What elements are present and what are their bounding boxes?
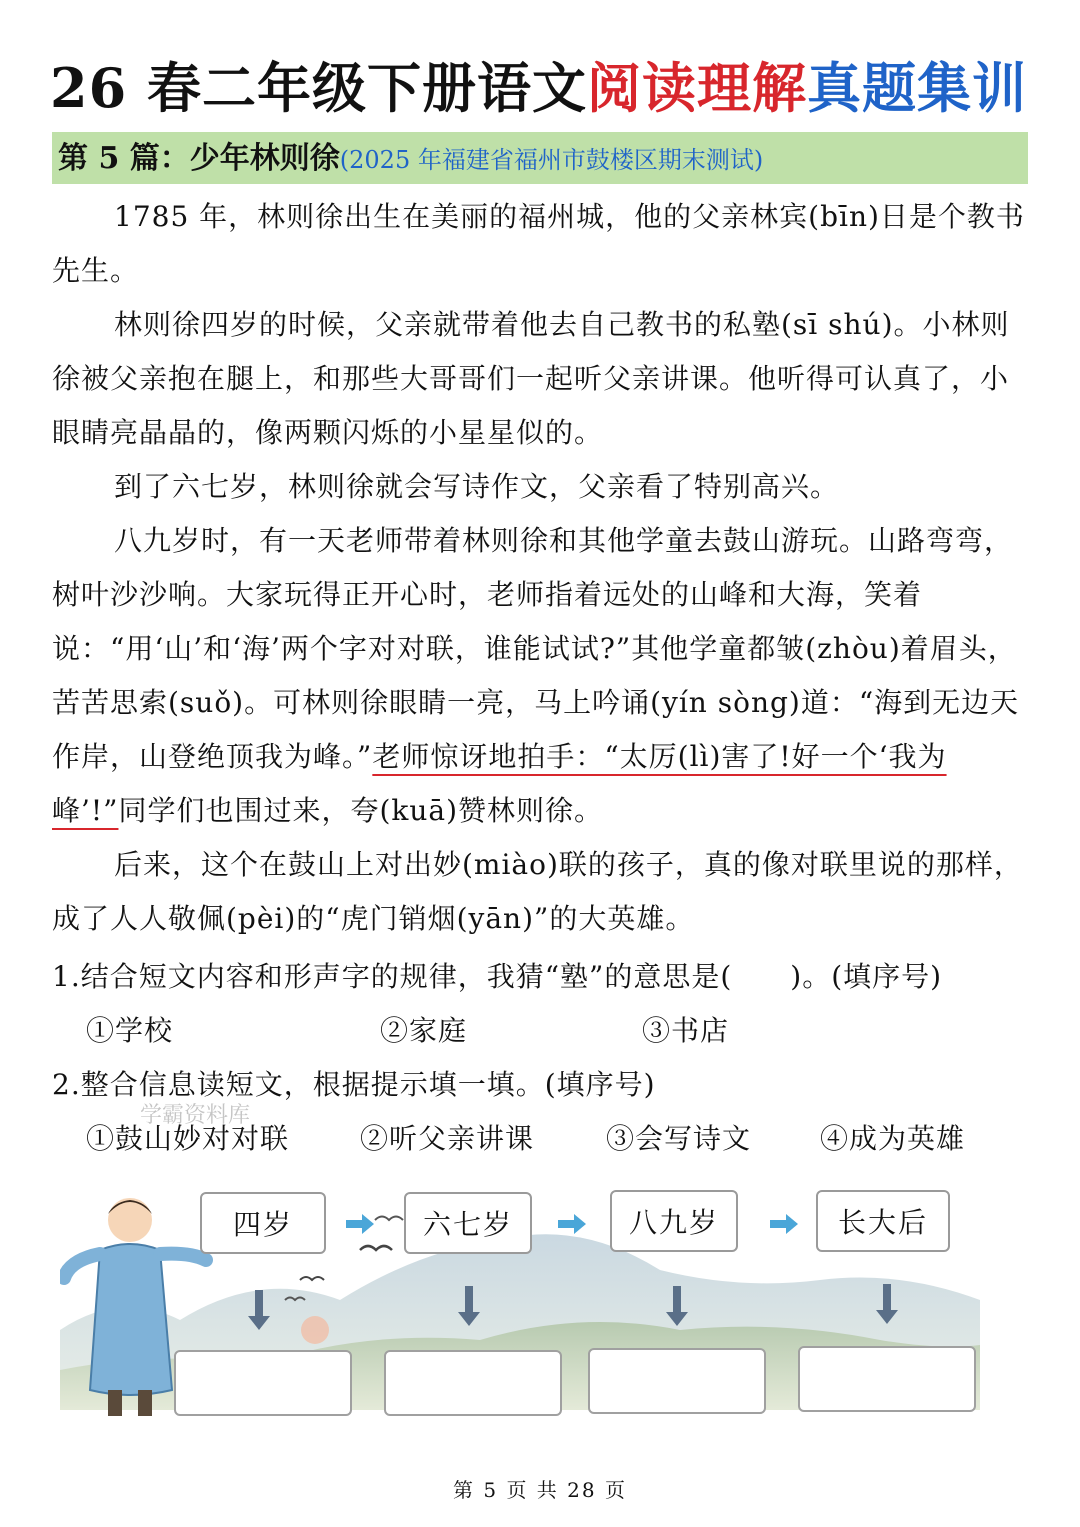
paragraph-4-end: 同学们也围过来，夸(kuā)赞林则徐。: [118, 794, 604, 827]
stage-box-4: 长大后: [816, 1190, 950, 1252]
arrow-right-icon: [556, 1212, 588, 1236]
passage-paragraph-4: [52, 514, 1032, 838]
arrow-right-icon: [768, 1212, 800, 1236]
q1-option-3: ③书店: [642, 1014, 730, 1047]
passage-paragraph-3: [52, 460, 1032, 514]
stage-box-1: 四岁: [200, 1192, 326, 1254]
answer-box-1[interactable]: [174, 1350, 352, 1416]
passage-paragraph-5: [52, 838, 1032, 946]
section-source: (2025 年福建省福州市鼓楼区期末测试): [339, 146, 764, 174]
q2-option-1: ①鼓山妙对对联: [86, 1122, 290, 1155]
underlined-sentence: 老师惊讶地拍手：“太厉(lì)害了!好一个‘我为峰’!”: [52, 740, 947, 827]
arrow-down-icon: [664, 1284, 690, 1328]
question-2: 2.整合信息读短文，根据提示填一填。(填序号): [52, 1068, 656, 1101]
paragraph-1-text: 1785 年，林则徐出生在美丽的福州城，他的父亲林宾(bīn)日是个教书先生。: [52, 200, 1025, 287]
question-1: 1.结合短文内容和形声字的规律，我猜“塾”的意思是( )。(填序号): [52, 960, 943, 993]
page-title: [50, 48, 1040, 128]
paragraph-2-text: 林则徐四岁的时候，父亲就带着他去自己教书的私塾(sī shú)。小林则徐被父亲抱在腿上，和那些大哥哥们一起听父亲讲课。他听得可认真了，小眼睛亮晶晶的，像两颗闪烁的小星星似的。: [52, 308, 1010, 449]
passage-paragraph-1: [52, 190, 1032, 298]
section-title: [58, 136, 763, 183]
bird-icon: [375, 1217, 403, 1221]
q1-option-2: ②家庭: [380, 1014, 468, 1047]
stage-box-3: 八九岁: [610, 1190, 738, 1252]
arrow-down-icon: [456, 1284, 482, 1328]
paragraph-3-text: 到了六七岁，林则徐就会写诗作文，父亲看了特别高兴。: [114, 470, 840, 503]
stage-box-2: 六七岁: [404, 1192, 532, 1254]
sun-icon: [301, 1316, 329, 1344]
q1-option-1: ①学校: [86, 1014, 174, 1047]
title-grade: 26 春二年级下册语文: [50, 56, 587, 120]
q2-option-4: ④成为英雄: [820, 1122, 966, 1155]
q2-option-2: ②听父亲讲课: [360, 1122, 535, 1155]
arrow-down-icon: [246, 1288, 272, 1332]
answer-box-4[interactable]: [798, 1346, 976, 1412]
q2-option-3: ③会写诗文: [606, 1122, 752, 1155]
title-training: 真题集训: [806, 56, 1027, 120]
answer-box-3[interactable]: [588, 1348, 766, 1414]
bird-icon: [360, 1246, 392, 1250]
paragraph-5-text: 后来，这个在鼓山上对出妙(miào)联的孩子，真的像对联里说的那样，成了人人敬佩(pèi)的“虎门销烟(yān)”的大英雄。: [52, 848, 1023, 935]
section-title-text: 第 5 篇：少年林则徐: [58, 141, 340, 176]
page-footer: 第 5 页 共 28 页: [453, 1478, 627, 1502]
watermark: 学霸资料库: [140, 1103, 251, 1128]
arrow-down-icon: [874, 1282, 900, 1326]
bird-icon: [300, 1277, 324, 1280]
answer-box-2[interactable]: [384, 1350, 562, 1416]
arrow-right-icon: [344, 1212, 376, 1236]
paragraph-4-text: 八九岁时，有一天老师带着林则徐和其他学童去鼓山游玩。山路弯弯，树叶沙沙响。大家玩得正开心时，老师指着远处的山峰和大海，笑着说：“用‘山’和‘海’两个字对对联，谁能试试?”其他学童都皱(zhòu)着眉头，苦苦思索(suǒ)。可林则徐眼睛一亮，马上吟诵(yín sòng)道：“海到无边天作岸，山登绝顶我为峰。”: [52, 524, 1020, 773]
passage-paragraph-2: [52, 298, 1032, 460]
title-reading: 阅读理解: [586, 56, 807, 120]
